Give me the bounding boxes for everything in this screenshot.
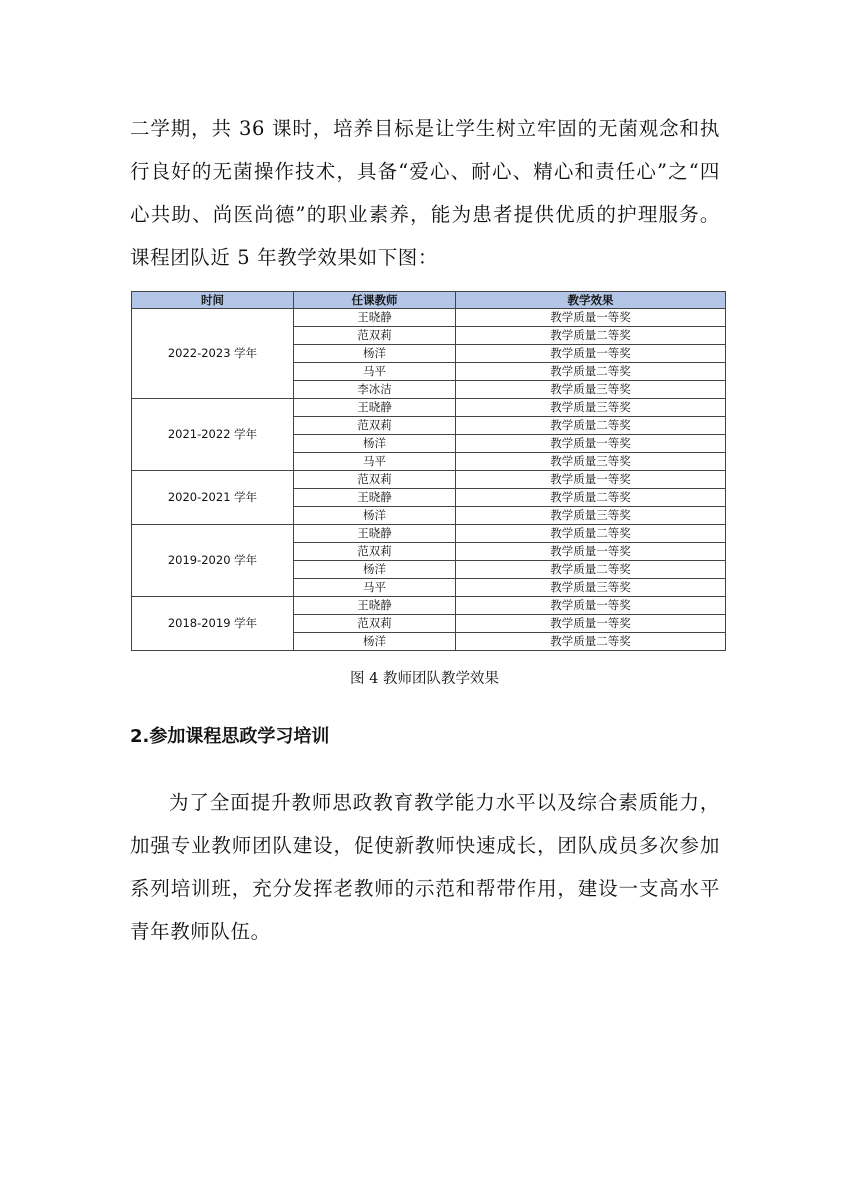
table-row: [132, 399, 726, 417]
year-cell: 2022-2023 学年: [132, 309, 294, 399]
teacher-cell: 范双莉: [294, 327, 456, 345]
section-heading: 2.参加课程思政学习培训: [130, 726, 330, 747]
result-cell: 教学质量一等奖: [456, 543, 726, 561]
teaching-results-table-container: [131, 291, 725, 651]
table-row: [132, 597, 726, 615]
header-teacher: 任课教师: [294, 292, 456, 309]
teacher-cell: 杨洋: [294, 561, 456, 579]
teacher-cell: 杨洋: [294, 435, 456, 453]
year-cell: 2021-2022 学年: [132, 399, 294, 471]
intro-paragraph: 二学期，共 36 课时，培养目标是让学生树立牢固的无菌观念和执行良好的无菌操作技术，具备“爱心、耐心、精心和责任心”之“四心共助、尚医尚德”的职业素养，能为患者提供优质的护理服务。课程团队近 5 年教学效果如下图：: [130, 117, 720, 269]
year-cell: 2019-2020 学年: [132, 525, 294, 597]
teacher-cell: 马平: [294, 453, 456, 471]
teacher-cell: 马平: [294, 579, 456, 597]
teaching-results-table: [131, 291, 726, 651]
year-cell: 2018-2019 学年: [132, 597, 294, 651]
result-cell: 教学质量二等奖: [456, 633, 726, 651]
result-cell: 教学质量二等奖: [456, 561, 726, 579]
result-cell: 教学质量二等奖: [456, 489, 726, 507]
teacher-cell: 王晓静: [294, 525, 456, 543]
header-result: 教学效果: [456, 292, 726, 309]
teacher-cell: 杨洋: [294, 507, 456, 525]
table-row: [132, 309, 726, 327]
result-cell: 教学质量二等奖: [456, 417, 726, 435]
result-cell: 教学质量一等奖: [456, 471, 726, 489]
teacher-cell: 王晓静: [294, 489, 456, 507]
result-cell: 教学质量二等奖: [456, 363, 726, 381]
teacher-cell: 王晓静: [294, 597, 456, 615]
teacher-cell: 范双莉: [294, 615, 456, 633]
teacher-cell: 马平: [294, 363, 456, 381]
result-cell: 教学质量一等奖: [456, 309, 726, 327]
result-cell: 教学质量一等奖: [456, 615, 726, 633]
result-cell: 教学质量三等奖: [456, 579, 726, 597]
teacher-cell: 范双莉: [294, 543, 456, 561]
teacher-cell: 范双莉: [294, 471, 456, 489]
table-body: [132, 309, 726, 651]
result-cell: 教学质量一等奖: [456, 597, 726, 615]
teacher-cell: 范双莉: [294, 417, 456, 435]
header-time: 时间: [132, 292, 294, 309]
result-cell: 教学质量一等奖: [456, 345, 726, 363]
result-cell: 教学质量二等奖: [456, 525, 726, 543]
result-cell: 教学质量三等奖: [456, 399, 726, 417]
teacher-cell: 李冰洁: [294, 381, 456, 399]
result-cell: 教学质量二等奖: [456, 327, 726, 345]
result-cell: 教学质量三等奖: [456, 507, 726, 525]
result-cell: 教学质量三等奖: [456, 453, 726, 471]
table-header-row: [132, 292, 726, 309]
table-row: [132, 471, 726, 489]
table-row: [132, 525, 726, 543]
teacher-cell: 杨洋: [294, 633, 456, 651]
teacher-cell: 杨洋: [294, 345, 456, 363]
teacher-cell: 王晓静: [294, 399, 456, 417]
year-cell: 2020-2021 学年: [132, 471, 294, 525]
result-cell: 教学质量一等奖: [456, 435, 726, 453]
body-paragraph: 为了全面提升教师思政教育教学能力水平以及综合素质能力，加强专业教师团队建设，促使新教师快速成长，团队成员多次参加系列培训班，充分发挥老教师的示范和帮带作用，建设一支高水平青年教师队伍。: [130, 791, 720, 943]
result-cell: 教学质量三等奖: [456, 381, 726, 399]
figure-caption: 图 4 教师团队教学效果: [350, 671, 499, 687]
teacher-cell: 王晓静: [294, 309, 456, 327]
